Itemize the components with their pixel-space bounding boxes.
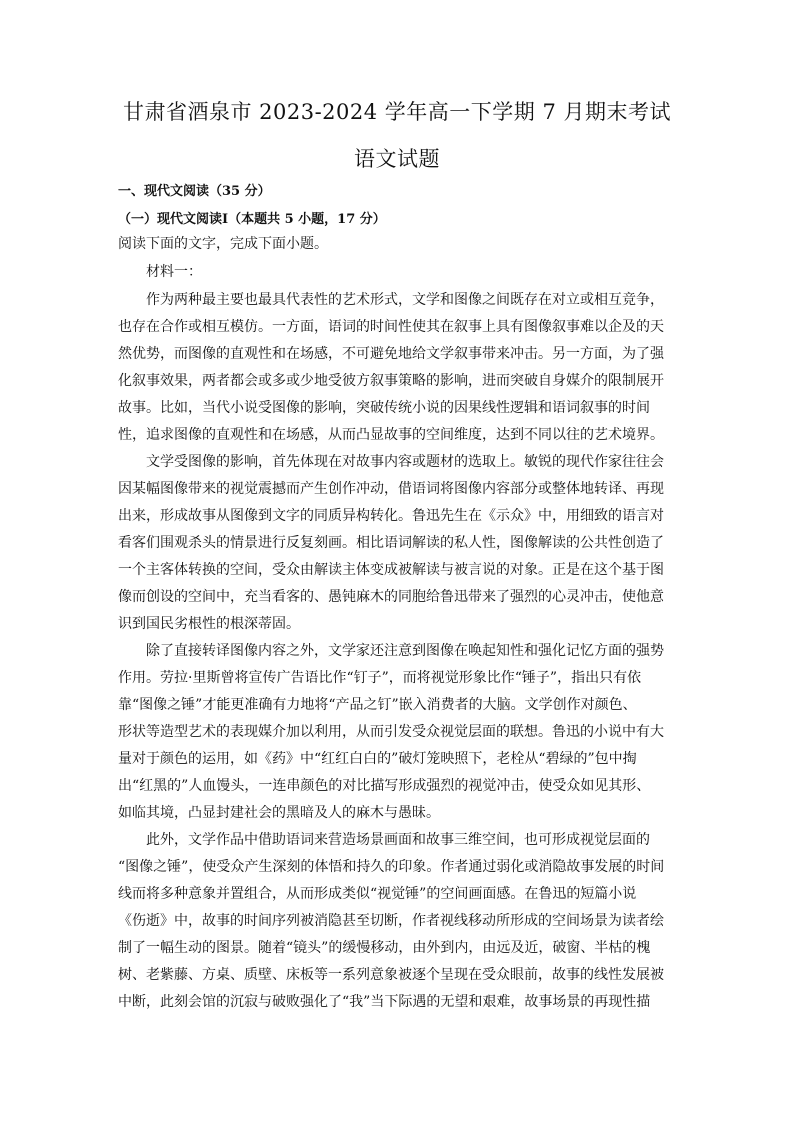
paragraph-line: 除了直接转译图像内容之外，文学家还注意到图像在唤起知性和强化记忆方面的强势 — [146, 643, 664, 659]
paragraph-line: 也存在合作或相互模仿。一方面，语词的时间性使其在叙事上具有图像叙事难以企及的天 — [118, 319, 664, 335]
paragraph-line: 树、老紫藤、方桌、质壁、床板等一系列意象被逐个呈现在受众眼前，故事的线性发展被 — [118, 967, 664, 983]
section-heading: 一、现代文阅读（35 分） — [118, 184, 271, 199]
paragraph-line: 因某幅图像带来的视觉震撼而产生创作冲动，借语词将图像内容部分或整体地转译、再现 — [118, 481, 664, 497]
paragraph-line: 如临其境，凸显封建社会的黑暗及人的麻木与愚昧。 — [118, 805, 440, 821]
paragraph-line: 故事。比如，当代小说受图像的影响，突破传统小说的因果线性逻辑和语词叙事的时间 — [118, 400, 650, 416]
paragraph-line: 出来，形成故事从图像到文字的同质异构转化。鲁迅先生在《示众》中，用细致的语言对 — [118, 508, 664, 524]
material-label: 材料一： — [146, 264, 202, 280]
paragraph-line: 文学受图像的影响，首先体现在对故事内容或题材的选取上。敏锐的现代作家往往会 — [146, 454, 664, 470]
paragraph-line: 中断，此刻会馆的沉寂与破败强化了“我”当下际遇的无望和艰难，故事场景的再现性描 — [118, 994, 651, 1010]
paragraph-line: 线而将多种意象并置组合，从而形成类似“视觉锤”的空间画面感。在鲁迅的短篇小说 — [118, 886, 637, 902]
paragraph-line: 像而创设的空间中，充当看客的、愚钝麻木的同胞给鲁迅带来了强烈的心灵冲击，使他意 — [118, 589, 664, 605]
paragraph-line: 识到国民劣根性的根深蒂固。 — [118, 616, 300, 632]
paragraph-line: 看客们围观杀头的情景进行反复刻画。相比语词解读的私人性，图像解读的公共性创造了 — [118, 535, 664, 551]
paragraph-line: 靠“图像之锤”才能更准确有力地将“产品之钉”嵌入消费者的大脑。文学创作对颜色、 — [118, 697, 637, 713]
paragraph-line: 作用。劳拉·里斯曾将宣传广告语比作“钉子”，而将视觉形象比作“锤子”，指出只有依 — [118, 670, 642, 686]
paragraph-line: 然优势，而图像的直观性和在场感，不可避免地给文学叙事带来冲击。另一方面，为了强 — [118, 346, 664, 362]
document-subtitle: 语文试题 — [354, 147, 440, 171]
paragraph-line: 形状等造型艺术的表现媒介加以利用，从而引发受众视觉层面的联想。鲁迅的小说中有大 — [118, 724, 664, 740]
paragraph-line: 化叙事效果，两者都会或多或少地受彼方叙事策略的影响，进而突破自身媒介的限制展开 — [118, 373, 664, 389]
paragraph-line: 出“红黑的”人血馒头，一连串颜色的对比描写形成强烈的视觉冲击，使受众如见其形、 — [118, 778, 651, 794]
paragraph-line: 一个主客体转换的空间，受众由解读主体变成被解读与被言说的对象。正是在这个基于图 — [118, 562, 664, 578]
paragraph-line: 性，追求图像的直观性和在场感，从而凸显故事的空间维度，达到不同以往的艺术境界。 — [118, 427, 664, 443]
paragraph-line: 量对于颜色的运用，如《药》中“红红白白的”破灯笼映照下，老栓从“碧绿的”包中掏 — [118, 751, 637, 767]
paragraph-line: 制了一幅生动的图景。随着“镜头”的缓慢移动，由外到内，由远及近，破窗、半枯的槐 — [118, 940, 651, 956]
paragraph-line: 作为两种最主要也最具代表性的艺术形式，文学和图像之间既存在对立或相互竞争， — [146, 292, 664, 308]
instruction-line: 阅读下面的文字，完成下面小题。 — [118, 236, 328, 252]
document-title: 甘肃省酒泉市 2023-2024 学年高一下学期 7 月期末考试 — [122, 100, 672, 124]
paragraph-line: 此外，文学作品中借助语词来营造场景画面和故事三维空间，也可形成视觉层面的 — [146, 832, 650, 848]
paragraph-line: 《伤逝》中，故事的时间序列被消隐甚至切断，作者视线移动所形成的空间场景为读者绘 — [118, 913, 664, 929]
paragraph-line: “图像之锤”，使受众产生深刻的体悟和持久的印象。作者通过弱化或消隐故事发展的时间 — [118, 859, 665, 875]
subsection-heading: （一）现代文阅读Ⅰ（本题共 5 小题，17 分） — [118, 212, 386, 227]
